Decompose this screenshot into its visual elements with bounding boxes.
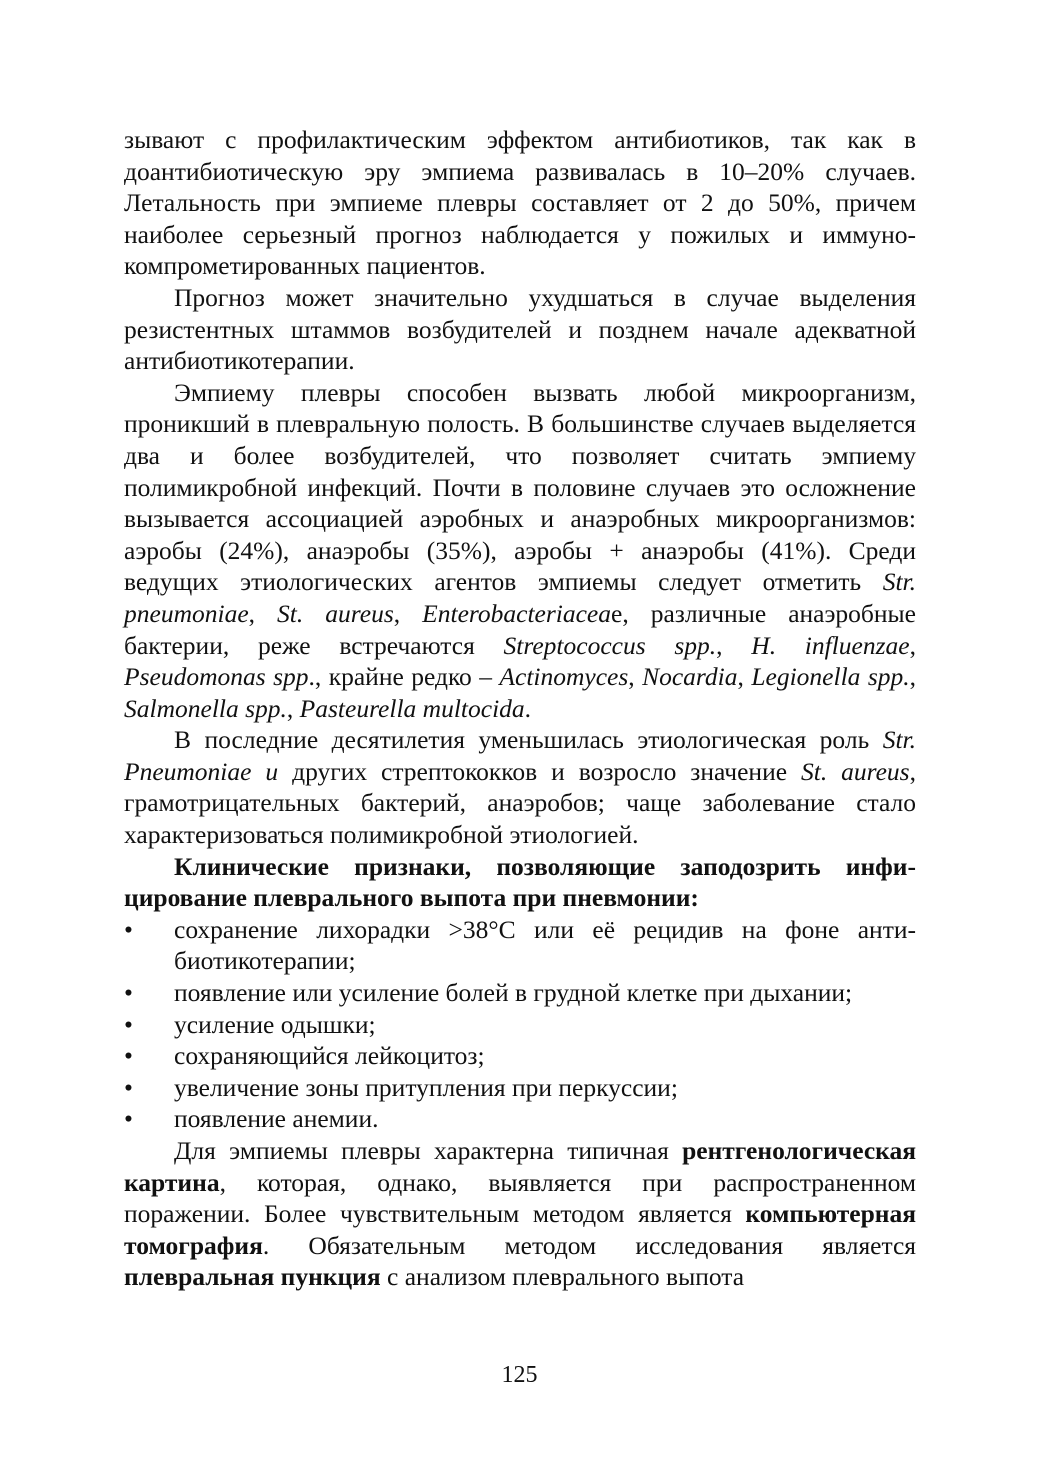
- bullet-icon: •: [124, 978, 133, 1008]
- organism-name: Legionella spp.: [751, 662, 910, 692]
- paragraph-prognosis: Прогноз может значительно ухудшаться в случае выделения резистентных штаммов возбудителей и позднем начале адекватной антибиотикотерапии.: [124, 282, 916, 376]
- emphasis: рентгенологическая картина: [124, 1136, 916, 1197]
- paragraph-trends: [124, 724, 916, 850]
- list-item-text: увеличение зоны притупления при перкуссии;: [174, 1072, 678, 1102]
- text-run: других стрептококков и возросло значение: [278, 756, 801, 786]
- text-run: Эмпиему плевры способен вызвать любой микроорганизм, проникший в плевральную полость. В большинстве случаев выделяется два и более возбудителей, что позволяет считать эмпиему полимикробной инфекций. Почти в половине случаев это осложнение вызывается ассоциацией аэробных и анаэробных микроорганизмов: аэробы (24%), анаэробы (35%), аэробы + анаэробы (41%). Среди ведущих этиологических агентов эмпиемы следует отметить: [124, 377, 916, 597]
- list-item: [124, 977, 916, 1009]
- list-item-text: сохранение лихорадки >38°С или её рецидив на фоне антибиотикотерапии;: [174, 914, 916, 976]
- page-body: [124, 124, 916, 1293]
- section-heading: Клинические признаки, позволяющие заподозрить инфицирование плеврального выпота при пневмонии:: [124, 851, 916, 913]
- paragraph-diagnostics: [124, 1135, 916, 1293]
- list-item: [124, 1009, 916, 1041]
- emphasis: компьютерная томография: [124, 1199, 916, 1260]
- page-number: 125: [501, 1362, 538, 1388]
- bullet-icon: •: [124, 1104, 133, 1134]
- list-item-text: появление или усиление болей в грудной клетке при дыхании;: [174, 978, 853, 1008]
- text-run: В последние десятилетия уменьшилась этиологическая роль: [174, 725, 883, 755]
- list-item: [124, 1072, 916, 1104]
- organism-name: St. aureus: [277, 598, 394, 628]
- organism-name: Enterobacteriacea: [422, 598, 611, 628]
- text-run: ,: [286, 693, 300, 723]
- text-run: ,: [909, 630, 916, 660]
- organism-name: St. aureus: [800, 756, 910, 786]
- organism-name: Salmonella spp.: [124, 693, 287, 723]
- text-run: Для эмпиемы плевры характерна типичная: [174, 1136, 683, 1165]
- text-run: , грамотрицательных бактерий, анаэробов; чаще заболевание стало характеризоваться полимикробной этиологией.: [124, 756, 916, 850]
- clinical-signs-list: [124, 914, 916, 1135]
- text-run: ,: [628, 662, 643, 692]
- list-item: [124, 1103, 916, 1135]
- organism-name: Nocardia: [642, 662, 738, 692]
- text-run: . Обязательным методом исследования является: [262, 1230, 916, 1260]
- text-run: e, различные анаэробные бактерии, реже встречаются: [124, 598, 916, 660]
- list-item: [124, 1040, 916, 1072]
- bullet-icon: •: [124, 1009, 133, 1039]
- list-item-text: сохраняющийся лейкоцитоз;: [174, 1041, 485, 1071]
- organism-name: H. influenzae: [751, 630, 910, 660]
- organism-name: Str. Pneumoniae и: [124, 725, 916, 786]
- list-item: [124, 914, 916, 977]
- organism-name: Pasteurella multocida: [299, 693, 525, 723]
- text-run: ,: [909, 662, 917, 692]
- text-run: с анализом плеврального выпота: [380, 1262, 745, 1292]
- organism-name: Streptococcus spp.: [503, 630, 717, 660]
- text-run: .: [524, 693, 532, 723]
- organism-name: Str. pneumoniae: [124, 567, 916, 628]
- bullet-icon: •: [124, 1041, 133, 1071]
- list-item-text: усиление одышки;: [174, 1009, 376, 1039]
- bullet-icon: •: [124, 1072, 133, 1102]
- organism-name: Actinomyces: [499, 662, 629, 692]
- paragraph-etiology: [124, 377, 916, 725]
- bullet-icon: •: [124, 914, 133, 944]
- paragraph-continuation: зывают с профилактическим эффектом антибиотиков, так как в доантибиотическую эру эмпиема развивалась в 10–20% случаев. Летальность при эмпиеме плевры составляет от 2 до 50%, причем наиболее серьезный прогноз наблюдается у пожилых и иммунокомпрометированных пациентов.: [124, 125, 916, 281]
- organism-name: Pseudomonas spp: [124, 662, 309, 692]
- text-run: ,: [737, 662, 752, 692]
- emphasis: плевральная пункция: [124, 1262, 381, 1292]
- list-item-text: появление анемии.: [174, 1104, 379, 1134]
- text-run: ,: [248, 598, 278, 628]
- text-run: ,: [716, 630, 752, 660]
- text-run: ,: [393, 598, 423, 628]
- text-run: , которая, однако, выявляется при распространенном поражении. Более чувствительным методом является: [124, 1167, 916, 1229]
- text-run: ., крайне редко –: [308, 662, 500, 692]
